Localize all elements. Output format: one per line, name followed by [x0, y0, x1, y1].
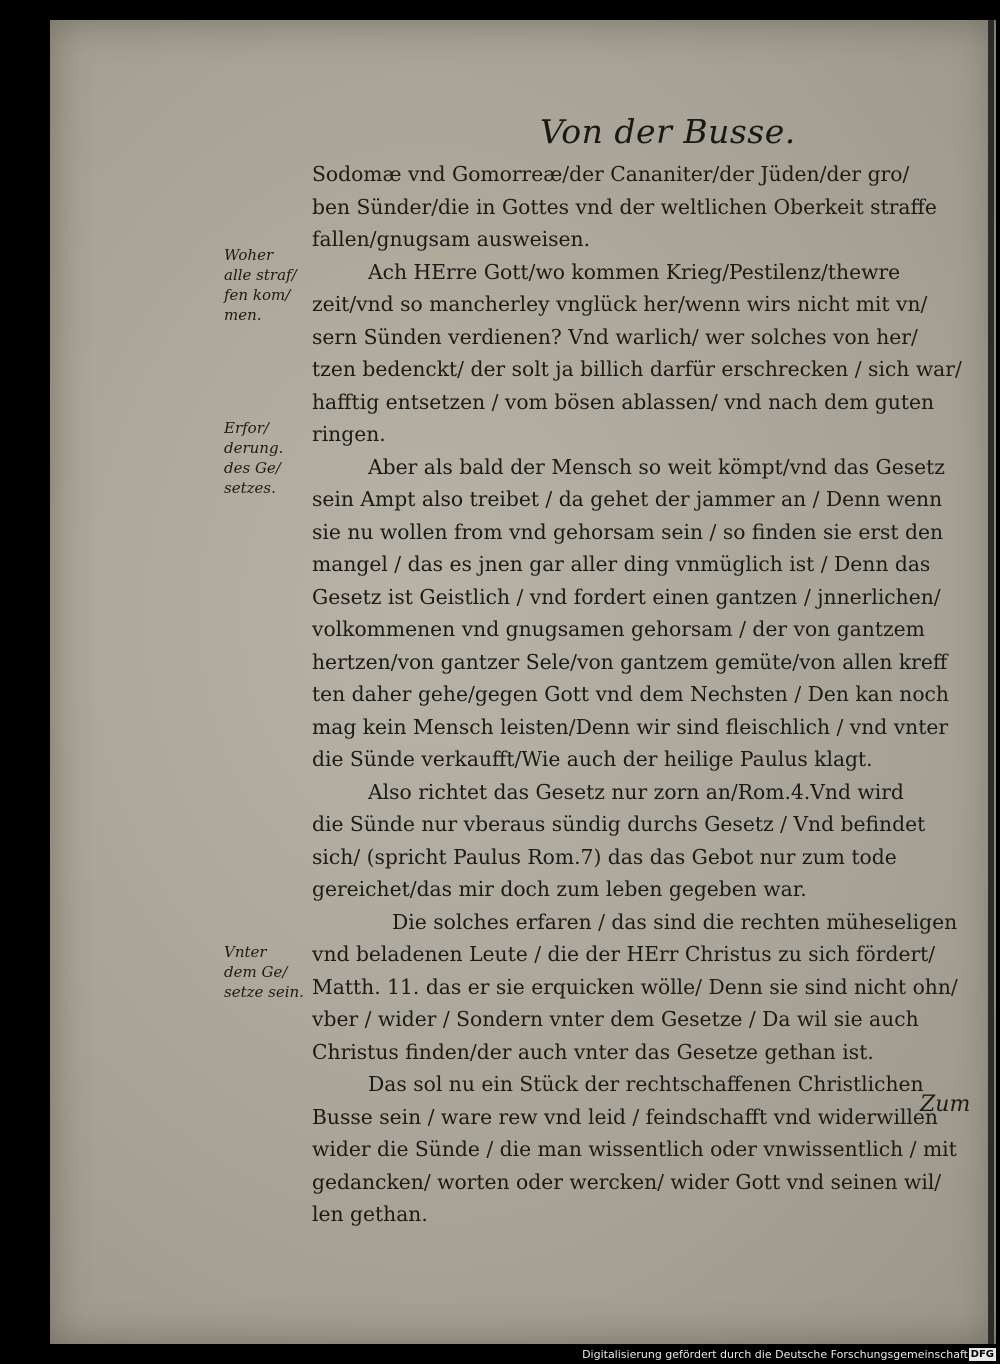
text-line: sein Ampt also treibet / da gehet der jammer an / Denn wenn [312, 487, 943, 511]
margin-note-vnter: Vnter dem Ge/ setze sein. [224, 943, 304, 1001]
text-line: ringen. [312, 422, 386, 446]
text-line: vber / wider / Sondern vnter dem Gesetze / Da wil sie auch [312, 1007, 919, 1031]
footer-credit: Digitalisierung gefördert durch die Deutsche Forschungsgemeinschaft [582, 1348, 968, 1361]
text-line: gereichet/das mir doch zum leben gegeben war. [312, 877, 807, 901]
text-line: len gethan. [312, 1202, 428, 1226]
text-line: mag kein Mensch leisten/Denn wir sind fleischlich / vnd vnter [312, 714, 949, 739]
text-line: gedancken/ worten oder wercken/ wider Gott vnd seinen wil/ [312, 1169, 942, 1194]
text-line: Gesetz ist Geistlich / vnd fordert einen gantzen / jnnerlichen/ [312, 584, 941, 609]
text-line: vnd beladenen Leute / die der HErr Christus zu sich fördert/ [312, 942, 936, 966]
text-line: Das sol nu ein Stück der rechtschaffenen Christlichen [368, 1072, 924, 1096]
catchword: Zum [920, 1092, 971, 1117]
text-line: mangel / das es jnen gar aller ding vnmüglich ist / Denn das [312, 552, 931, 576]
text-line: sich/ (spricht Paulus Rom.7) das das Gebot nur zum tode [312, 844, 897, 869]
margin-note-woher: Woher alle straf/ fen kom/ men. [224, 246, 297, 324]
margin-note-erforderung: Erfor/ derung. des Ge/ setzes. [224, 419, 284, 497]
text-line: die Sünde nur vberaus sündig durchs Gesetz / Vnd befindet [312, 812, 926, 836]
text-line: Matth. 11. das er sie erquicken wölle/ Denn sie sind nicht ohn/ [312, 974, 958, 999]
running-head: Von der Busse. [540, 112, 796, 151]
text-line: volkommenen vnd gnugsamen gehorsam / der von gantzem [312, 617, 925, 641]
text-line: zeit/vnd so mancherley vnglück her/wenn wirs nicht mit vn/ [312, 292, 928, 316]
text-line: wider die Sünde / die man wissentlich oder vnwissentlich / mit [312, 1137, 957, 1161]
text-line: ben Sünder/die in Gottes vnd der weltlichen Oberkeit straffe [312, 194, 937, 219]
text-line: hafftig entsetzen / vom bösen ablassen/ vnd nach dem guten [312, 389, 935, 414]
text-line: Aber als bald der Mensch so weit kömpt/vnd das Gesetz [368, 454, 945, 479]
text-line: Sodomæ vnd Gomorreæ/der Cananiter/der Jüden/der gro/ [312, 162, 910, 186]
text-line: ten daher gehe/gegen Gott vnd dem Nechsten / Den kan noch [312, 682, 949, 706]
text-line: Die solches erfaren / das sind die rechten müheseligen [392, 909, 958, 934]
body-text [312, 158, 984, 1231]
text-line: die Sünde verkaufft/Wie auch der heilige Paulus klagt. [312, 747, 873, 771]
text-line: Christus finden/der auch vnter das Gesetze gethan ist. [312, 1039, 874, 1064]
footer-bar [0, 1344, 1000, 1364]
text-line: sie nu wollen from vnd gehorsam sein / so finden sie erst den [312, 519, 944, 544]
text-line: hertzen/von gantzer Sele/von gantzem gemüte/von allen kreff [312, 649, 948, 674]
text-line: tzen bedenckt/ der solt ja billich darfür erschrecken / sich war/ [312, 357, 962, 381]
page-edge [988, 20, 994, 1344]
text-line: Also richtet das Gesetz nur zorn an/Rom.4.Vnd wird [368, 779, 904, 804]
text-line: fallen/gnugsam ausweisen. [312, 227, 591, 251]
text-line: Busse sein / ware rew vnd leid / feindschafft vnd widerwillen [312, 1104, 938, 1129]
text-line: Ach HErre Gott/wo kommen Krieg/Pestilenz/thewre [368, 259, 901, 284]
dfg-logo: DFG [970, 1349, 994, 1360]
text-line: sern Sünden verdienen? Vnd warlich/ wer solches von her/ [312, 324, 918, 349]
